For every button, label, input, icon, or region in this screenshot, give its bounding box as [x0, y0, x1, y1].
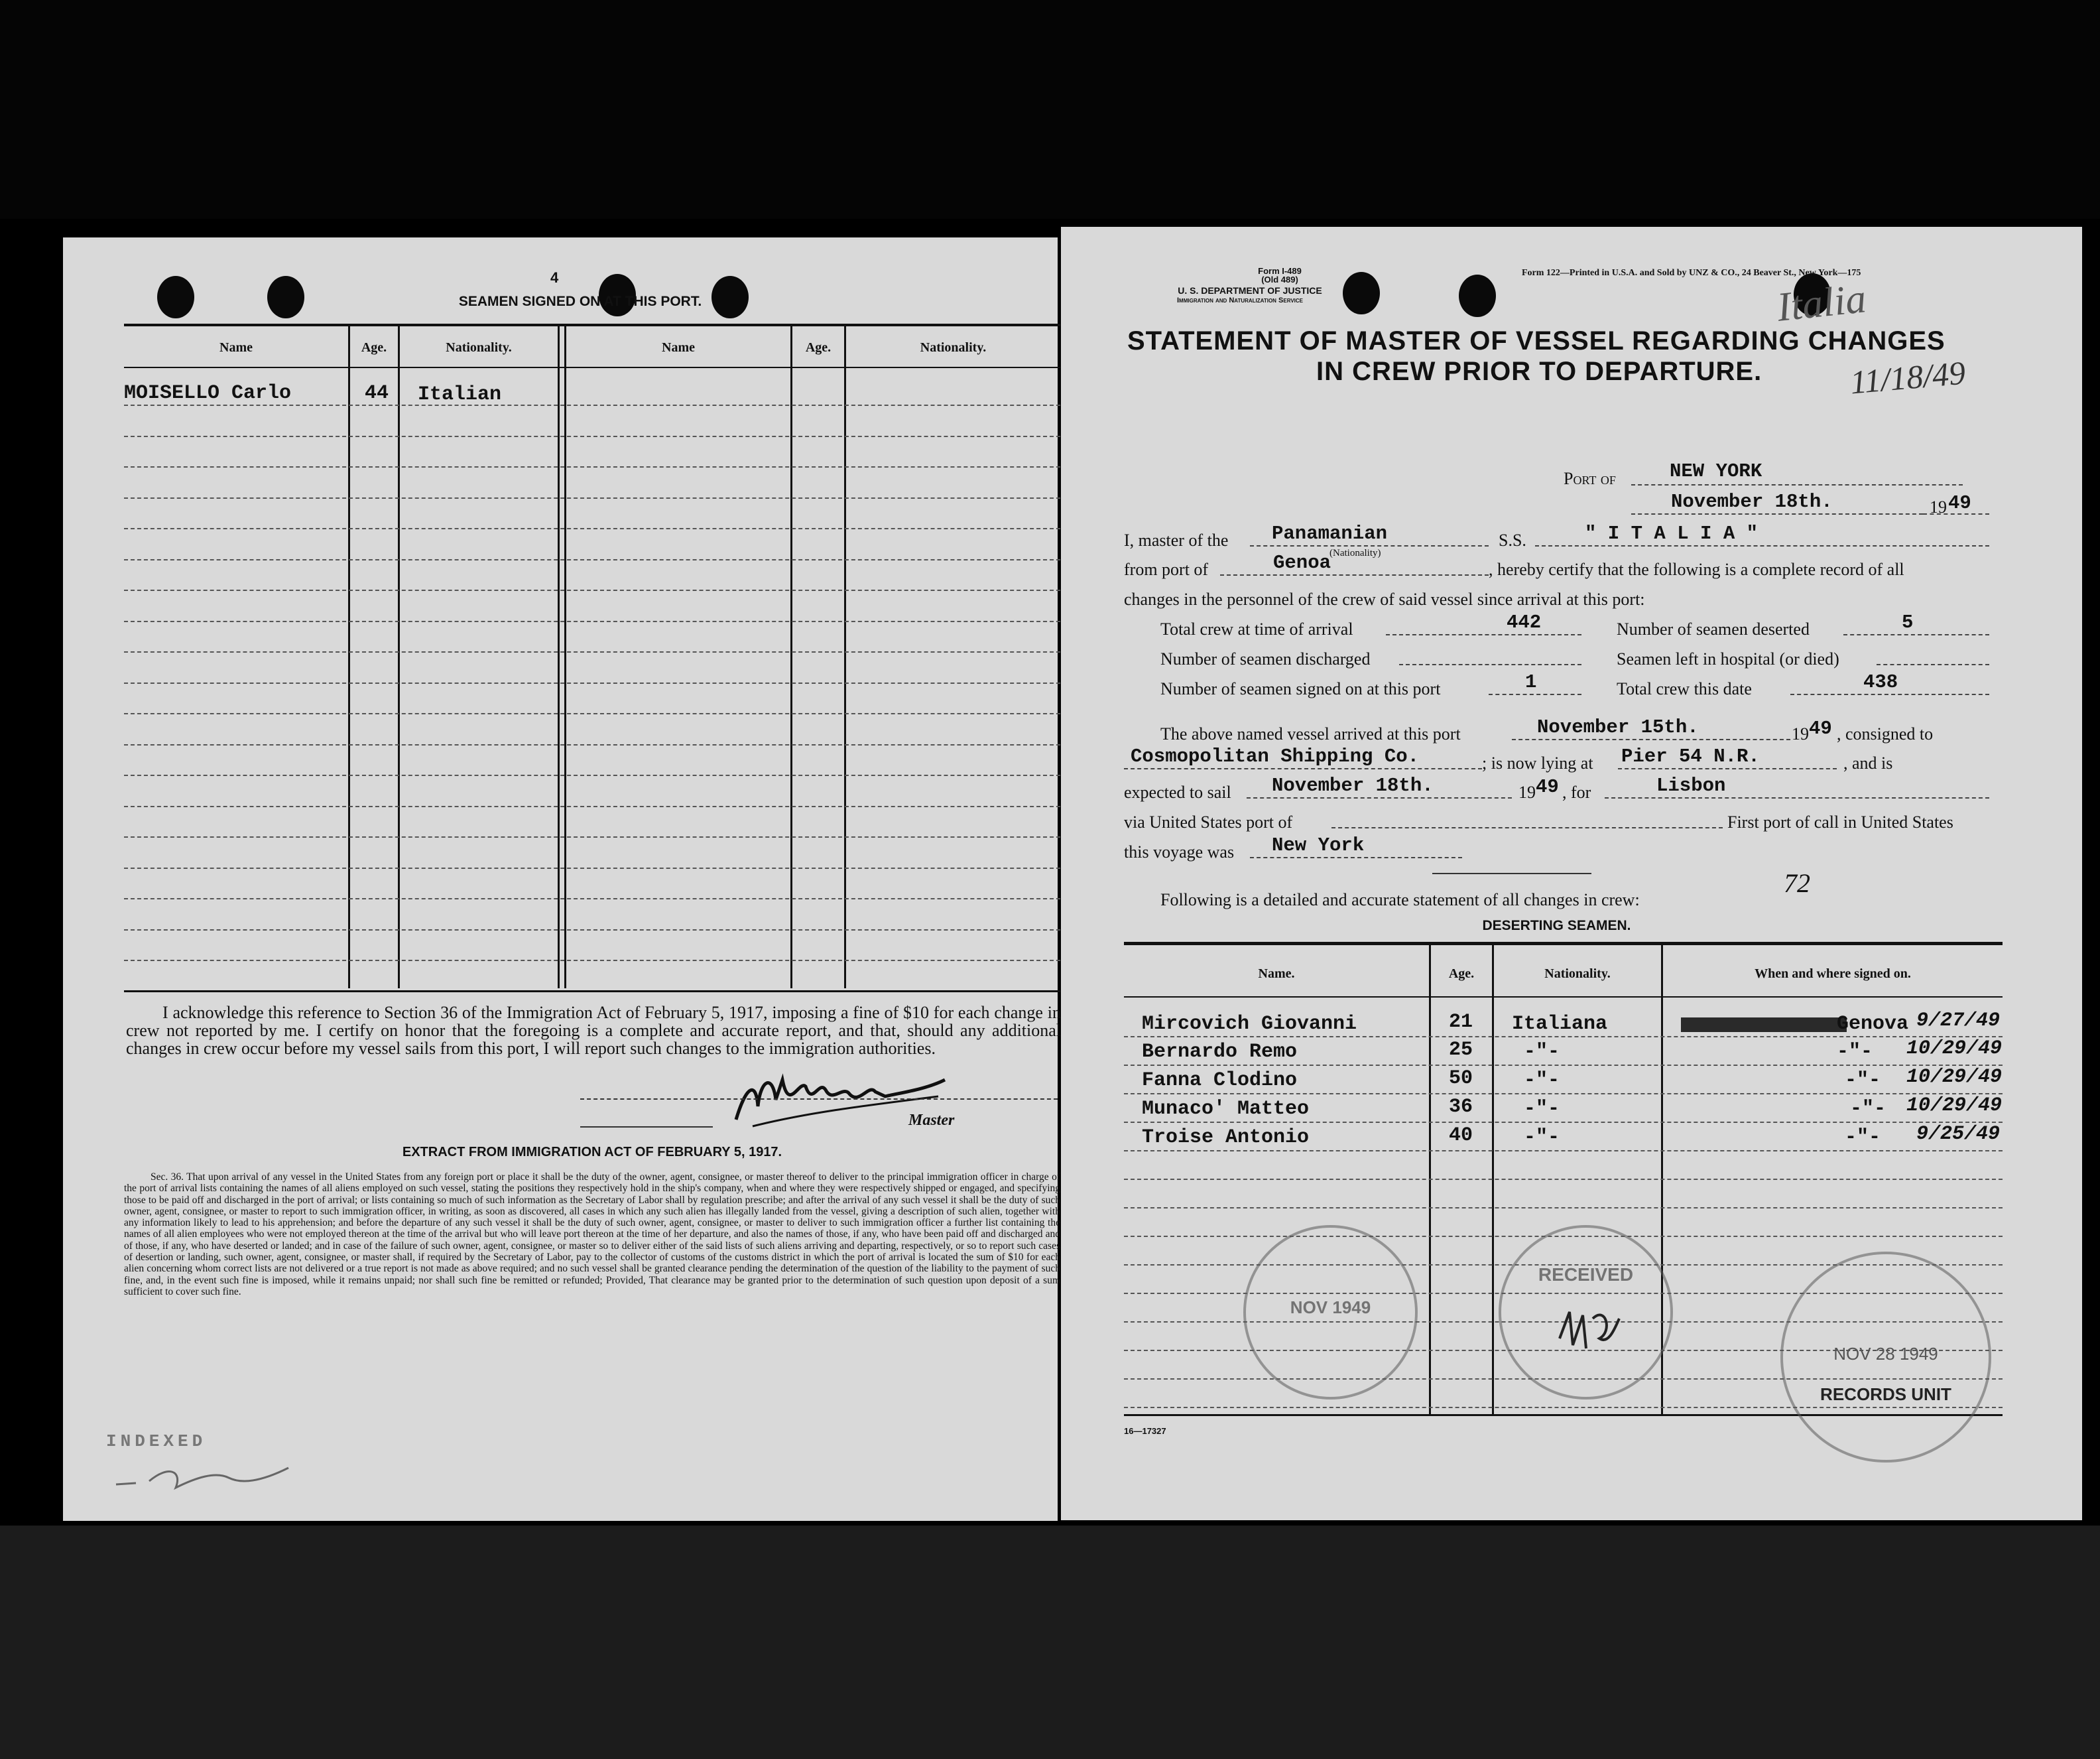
via-label: via United States port of	[1124, 813, 1293, 832]
table-top-rule	[124, 324, 1060, 326]
col-age: Age.	[1448, 966, 1475, 981]
first-port-label: First port of call in United States	[1727, 813, 1953, 832]
initials-mark	[109, 1451, 295, 1498]
right-page	[1061, 227, 2082, 1520]
row-rule	[124, 466, 1060, 468]
row-rule	[1124, 1065, 2003, 1066]
discharged-line	[1399, 664, 1581, 665]
row-rule	[124, 436, 1060, 437]
form-id: Form I-489	[1258, 266, 1302, 276]
row-rule	[124, 929, 1060, 931]
form-title-line2: IN CREW PRIOR TO DEPARTURE.	[1316, 357, 1762, 386]
certify-text: , hereby certify that the following is a complete record of all	[1489, 560, 1904, 579]
deserter-date: 10/29/49	[1906, 1066, 2003, 1088]
handwritten-number: 72	[1784, 868, 1810, 898]
following-text: Following is a detailed and accurate statement of all changes in crew:	[1160, 890, 1640, 909]
rule	[580, 1126, 713, 1128]
seaman-nationality: Italian	[418, 383, 502, 406]
deserter-nationality: Italiana	[1512, 1013, 1608, 1035]
seamen-signed-heading: SEAMEN SIGNED ON AT THIS PORT.	[458, 294, 702, 309]
year-prefix: 19	[1930, 497, 1947, 517]
expected-line	[1247, 797, 1512, 799]
expected-value: November 18th.	[1272, 775, 1434, 797]
row-rule	[124, 960, 1060, 961]
signature-line	[580, 1098, 1058, 1100]
col-signed-on: When and where signed on.	[1755, 966, 1911, 981]
expected-year: 49	[1536, 776, 1559, 798]
row-rule	[124, 590, 1060, 591]
arrived-year-prefix: 19	[1792, 724, 1809, 744]
port-label: Port of	[1564, 469, 1616, 488]
scan-border-bottom	[0, 1526, 2100, 1759]
col-divider	[790, 325, 792, 988]
col-nationality: Nationality.	[446, 340, 512, 355]
date-line	[1631, 513, 1923, 515]
col-divider	[348, 325, 350, 988]
signed-on-label: Number of seamen signed on at this port	[1160, 679, 1441, 698]
deserter-name: Bernardo Remo	[1142, 1041, 1298, 1063]
deserted-value: 5	[1902, 612, 1914, 633]
indexed-stamp: INDEXED	[106, 1431, 207, 1451]
deserter-where: -"-	[1845, 1126, 1881, 1149]
deserting-title: DESERTING SEAMEN.	[1482, 918, 1631, 933]
stamp-date: NOV 1949	[1290, 1297, 1371, 1317]
deserter-date: 10/29/49	[1906, 1037, 2003, 1060]
voyage-value: New York	[1272, 834, 1365, 856]
col-name: Name	[219, 340, 253, 355]
deserter-where: Genova	[1837, 1013, 1909, 1035]
discharged-label: Number of seamen discharged	[1160, 649, 1371, 669]
seaman-age: 44	[365, 382, 389, 405]
row-rule	[124, 775, 1060, 776]
punch-hole	[267, 276, 304, 318]
from-port-label: from port of	[1124, 560, 1209, 579]
handwritten-vessel: Italia	[1774, 276, 1869, 330]
deserter-nationality: -"-	[1524, 1069, 1560, 1092]
consignee: Cosmopolitan Shipping Co.	[1131, 746, 1420, 767]
deserter-name: Mircovich Giovanni	[1142, 1013, 1357, 1035]
printer-line: Form 122—Printed in U.S.A. and Sold by UNZ & CO., 24 Beaver St., New York—175	[1522, 268, 1861, 278]
and-is-label: , and is	[1843, 753, 1893, 773]
records-unit-stamp	[1780, 1252, 1991, 1463]
lying-label: ; is now lying at	[1482, 753, 1593, 773]
hospital-line	[1877, 664, 1989, 665]
total-arrival-value: 442	[1507, 612, 1542, 633]
form-number	[1213, 267, 1346, 284]
col-nationality: Nationality.	[920, 340, 987, 355]
year-line	[1923, 513, 1989, 515]
deserter-age: 40	[1449, 1124, 1473, 1147]
row-rule	[124, 868, 1060, 869]
row-rule	[124, 683, 1060, 684]
row-rule	[124, 528, 1060, 529]
header-rule	[124, 367, 1060, 368]
col-age: Age.	[361, 340, 387, 355]
vessel-name: " I T A L I A "	[1585, 523, 1759, 545]
punch-hole	[157, 276, 194, 318]
extract-title: EXTRACT FROM IMMIGRATION ACT OF FEBRUARY 5, 1917.	[402, 1145, 782, 1159]
row-rule	[1124, 1150, 2003, 1151]
deserter-where: -"-	[1837, 1041, 1873, 1063]
col-divider	[564, 325, 566, 988]
total-arrival-label: Total crew at time of arrival	[1160, 619, 1353, 639]
nationality-caption: (Nationality)	[1329, 548, 1381, 558]
deserter-name: Troise Antonio	[1142, 1126, 1310, 1149]
arrived-line	[1512, 739, 1790, 740]
voyage-line	[1250, 857, 1462, 858]
lying-value: Pier 54 N.R.	[1621, 746, 1760, 767]
deserter-name: Munaco' Matteo	[1142, 1098, 1310, 1120]
year-value: 49	[1948, 492, 1971, 514]
expected-label: expected to sail	[1124, 783, 1231, 802]
master-of-label: I, master of the	[1124, 531, 1229, 550]
deserter-date: 9/25/49	[1916, 1123, 2001, 1145]
deserter-date: 10/29/49	[1906, 1094, 2003, 1117]
header-rule	[1124, 996, 2003, 998]
destination-line	[1605, 797, 1989, 799]
rule	[1432, 873, 1591, 874]
row-rule	[124, 713, 1060, 714]
deserted-line	[1843, 634, 1989, 635]
deserter-nationality: -"-	[1524, 1098, 1560, 1120]
received-stamp	[1499, 1225, 1673, 1400]
expected-year-prefix: 19	[1518, 783, 1536, 802]
stamp-received: RECEIVED	[1538, 1264, 1634, 1285]
deserter-date: 9/27/49	[1916, 1010, 2001, 1032]
row-rule	[124, 898, 1060, 899]
row-rule	[124, 836, 1060, 838]
row-rule	[1124, 1122, 2003, 1123]
row-rule	[124, 744, 1060, 746]
destination: Lisbon	[1656, 775, 1726, 797]
deserted-label: Number of seamen deserted	[1617, 619, 1810, 639]
seaman-name: MOISELLO Carlo	[124, 382, 292, 405]
vessel-line	[1535, 545, 1989, 547]
row-rule	[124, 651, 1060, 653]
extract-text: Sec. 36. That upon arrival of any vessel in the United States from any foreign port or place it shall be the duty of the owner, agent, consignee, or master thereof to deliver to the principal immigration officer in charge of the port of arrival lists containing the names of all aliens employed on such vessel, stating the positions they respectively hold in the ship's company, when and where they were respectively shipped or engaged, and specifying those to be paid off and discharged in the port of arrival; or lists containing so much of such information as the Secretary of Labor shall by regulation prescribe; and after the arrival of any such vessel it shall be the duty of such owner, agent, consignee, or master to report to such immigration officer, in writing, as soon as discovered, all cases in which any such alien has illegally landed from the vessel, giving a description of such alien, together with any information likely to lead to his apprehension; and before the departure of any such vessel it shall be the duty of such owner, agent, consignee, or master to deliver to such immigration officer a further list containing the names of all alien employees who were not employed thereon at the time of the arrival but who will leave port thereon at the time of her departure, and also the names of those, if any, who have been paid off and discharged and of those, if any, who have deserted or landed; and in case of the failure of such owner, agent, consignee, or master so to deliver either of the said lists of such aliens arriving and departing, respectively, or so to report such cases of desertion or landing, such owner, agent, consignee, or master shall, if required by the Secretary of Labor, pay to the collector of customs of the customs district in which the port of arrival is located the sum of $10 for each alien concerning whom correct lists are not delivered or a true report is not made as above required; and no such vessel shall be granted clearance pending the determination of the question of the liability to the payment of such fine, and, in the event such fine is imposed, while it remains unpaid; nor shall such fine be remitted or refunded; Provided, That clearance may be granted prior to the determination of such question upon deposit of a sum sufficient to cover such fine.	[124, 1171, 1060, 1297]
hospital-label: Seamen left in hospital (or died)	[1617, 649, 1839, 669]
lying-line	[1618, 768, 1837, 769]
total-date-value: 438	[1863, 671, 1898, 693]
deserter-name: Fanna Clodino	[1142, 1069, 1298, 1092]
total-arrival-line	[1386, 634, 1581, 635]
arrived-value: November 15th.	[1537, 716, 1699, 738]
master-label: Master	[908, 1112, 955, 1129]
table-top-rule	[1124, 942, 2003, 945]
row-rule	[1124, 1093, 2003, 1094]
via-line	[1331, 827, 1723, 828]
deserter-age: 25	[1449, 1039, 1473, 1061]
consignee-line	[1124, 768, 1482, 769]
for-label: , for	[1562, 783, 1591, 802]
table-bottom-rule	[124, 990, 1060, 992]
col-name: Name	[662, 340, 695, 355]
nationality-value: Panamanian	[1272, 523, 1388, 545]
immigration-stamp	[1243, 1225, 1418, 1400]
deserter-age: 50	[1449, 1067, 1473, 1090]
signed-on-line	[1489, 694, 1581, 695]
stamp-unit: RECORDS UNIT	[1820, 1384, 1951, 1404]
deserter-age: 21	[1449, 1011, 1473, 1033]
form-title-line1: STATEMENT OF MASTER OF VESSEL REGARDING CHANGES	[1127, 326, 1946, 356]
punch-hole	[1459, 275, 1496, 317]
total-date-line	[1790, 694, 1989, 695]
deserter-where: -"-	[1845, 1069, 1881, 1092]
col-divider	[558, 325, 560, 988]
deserter-nationality: -"-	[1524, 1126, 1560, 1149]
row-rule	[124, 806, 1060, 807]
from-port-value: Genoa	[1273, 552, 1331, 574]
struck-out-text	[1681, 1017, 1847, 1032]
changes-text: changes in the personnel of the crew of said vessel since arrival at this port:	[1124, 590, 1645, 609]
row-rule	[124, 621, 1060, 622]
arrived-year: 49	[1809, 718, 1832, 740]
handwritten-date: 11/18/49	[1848, 354, 1967, 401]
deserter-nationality: -"-	[1524, 1041, 1560, 1063]
col-nationality: Nationality.	[1544, 966, 1611, 981]
nationality-line	[1250, 545, 1489, 547]
row-rule	[1124, 1036, 2003, 1037]
stamp-date: NOV 28 1949	[1833, 1344, 1938, 1364]
row-rule	[124, 405, 1060, 406]
row-rule	[1124, 1207, 2003, 1208]
form-old-id: (Old 489)	[1261, 275, 1298, 285]
col-name: Name.	[1258, 966, 1295, 981]
acknowledgement-text: I acknowledge this reference to Section 36 of the Immigration Act of February 5, 1917, imposing a fine of $10 for each change in crew not reported by me. I certify on honor that the foregoing is a complete and accurate report, and that, should any additional changes in crew occur before my vessel sails from this port, I will report such changes to the immigration authorities.	[126, 1003, 1061, 1058]
stamp-initials	[1546, 1299, 1626, 1358]
deserter-where: -"-	[1850, 1098, 1886, 1120]
left-page	[63, 237, 1061, 1521]
date-value: November 18th.	[1671, 491, 1833, 513]
service-name: Immigration and Naturalization Service	[1176, 296, 1303, 304]
ss-label: S.S.	[1499, 531, 1526, 550]
col-age: Age.	[805, 340, 832, 355]
col-divider	[398, 325, 400, 988]
row-rule	[124, 497, 1060, 499]
voyage-label: this voyage was	[1124, 842, 1235, 862]
row-rule	[124, 559, 1060, 560]
scan-border-top	[0, 0, 2100, 219]
port-line	[1631, 484, 1963, 486]
department: U. S. DEPARTMENT OF JUSTICE	[1178, 285, 1322, 296]
deserter-age: 36	[1449, 1096, 1473, 1118]
footer-code: 16—17327	[1124, 1426, 1166, 1436]
consigned-label: , consigned to	[1837, 724, 1934, 744]
page-number: 4	[550, 269, 559, 286]
signed-on-value: 1	[1525, 671, 1537, 693]
total-date-label: Total crew this date	[1617, 679, 1752, 698]
from-port-line	[1220, 574, 1489, 576]
row-rule	[1124, 1179, 2003, 1180]
col-divider	[844, 325, 846, 988]
arrived-label: The above named vessel arrived at this port	[1160, 724, 1461, 744]
port-value: NEW YORK	[1670, 460, 1762, 482]
